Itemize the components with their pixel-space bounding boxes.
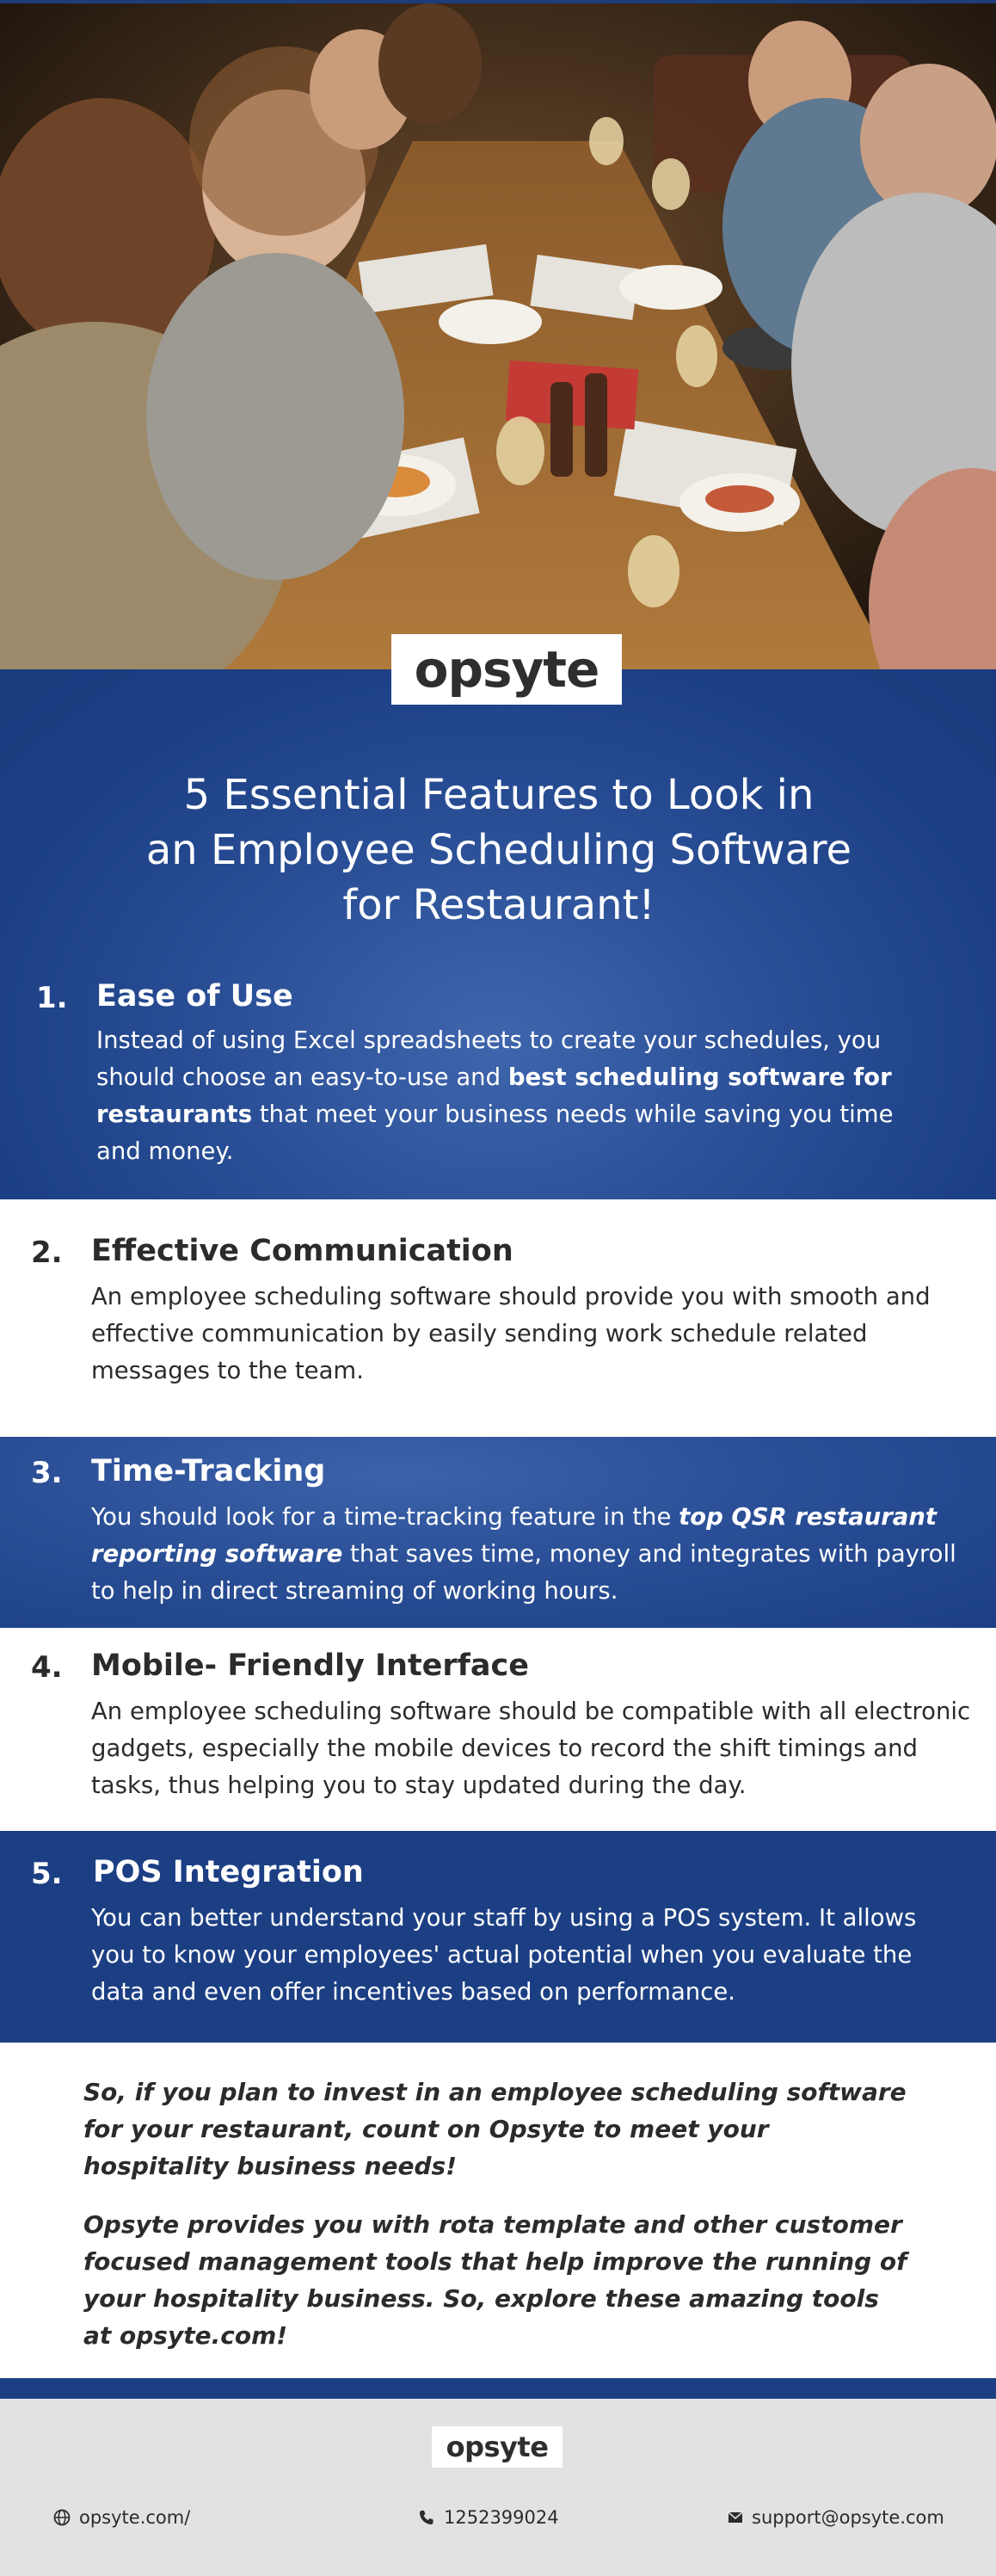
item-text: You can better understand your staff by using a POS system. It allows you to know your employees' actual potential when you evaluate the data and even offer incentives based on performance. <box>91 1904 917 2006</box>
footer-logo <box>432 2426 563 2468</box>
title-line-2: an Employee Scheduling Software <box>145 826 852 874</box>
email-icon <box>728 2511 743 2524</box>
item-heading: Mobile- Friendly Interface <box>91 1649 530 1683</box>
item-number: 2. <box>31 1236 63 1270</box>
item-text: You should look for a time-tracking feature in the top QSR restaurant reporting software that saves time, money and integrates with payroll to help in direct streaming of working hours. <box>91 1503 956 1605</box>
item-heading: Time-Tracking <box>91 1454 326 1488</box>
title-line-3: for Restaurant! <box>342 881 655 929</box>
footer-email[interactable] <box>728 2507 944 2528</box>
feature-item-4 <box>0 1628 996 1831</box>
brand-logo <box>391 634 622 705</box>
feature-item-2 <box>0 1199 996 1437</box>
item-text: An employee scheduling software should be compatible with all electronic gadgets, especially the mobile devices to record the shift timings and tasks, thus helping you to stay updated during the day. <box>91 1698 971 1799</box>
item-heading: Effective Communication <box>91 1234 513 1268</box>
phone-text[interactable]: 1252399024 <box>444 2507 559 2528</box>
item-number: 1. <box>36 981 68 1015</box>
footer-logo-text: opsyte <box>446 2431 549 2463</box>
closing-paragraph-2: Opsyte provides you with rota template and other customer focused management tools that help improve the running of your hospitality business. So, explore these amazing tools at opsyte.com! <box>83 2210 907 2350</box>
logo-text: opsyte <box>414 640 599 699</box>
item-heading: POS Integration <box>93 1855 364 1889</box>
feature-item-3 <box>0 1437 996 1628</box>
item-number: 4. <box>31 1650 63 1685</box>
restaurant-dinner-image <box>0 3 996 669</box>
hero-photo <box>0 0 996 669</box>
footer-website[interactable] <box>53 2507 190 2528</box>
globe-icon <box>53 2509 71 2526</box>
header-band <box>0 669 996 1199</box>
item-number: 5. <box>31 1857 63 1891</box>
email-text[interactable]: support@opsyte.com <box>752 2507 944 2528</box>
item-heading: Ease of Use <box>96 979 293 1014</box>
footer-stripe <box>0 2378 996 2399</box>
feature-item-5 <box>0 1831 996 2043</box>
item-text: Instead of using Excel spreadsheets to create your schedules, you should choose an easy-to-use and best scheduling software for restaurants that meet your business needs while saving you time and money. <box>96 1026 894 1165</box>
page-title <box>69 767 929 933</box>
phone-icon <box>418 2509 435 2526</box>
title-line-1: 5 Essential Features to Look in <box>183 771 815 819</box>
item-text: An employee scheduling software should provide you with smooth and effective communication by easily sending work schedule related messages to the team. <box>91 1283 931 1384</box>
closing-paragraph-1: So, if you plan to invest in an employee scheduling software for your restaurant, count on Opsyte to meet your hospitality business needs! <box>83 2078 907 2180</box>
footer <box>0 2399 996 2576</box>
website-text[interactable]: opsyte.com/ <box>79 2507 191 2528</box>
footer-phone[interactable] <box>418 2507 559 2528</box>
item-number: 3. <box>31 1456 63 1490</box>
